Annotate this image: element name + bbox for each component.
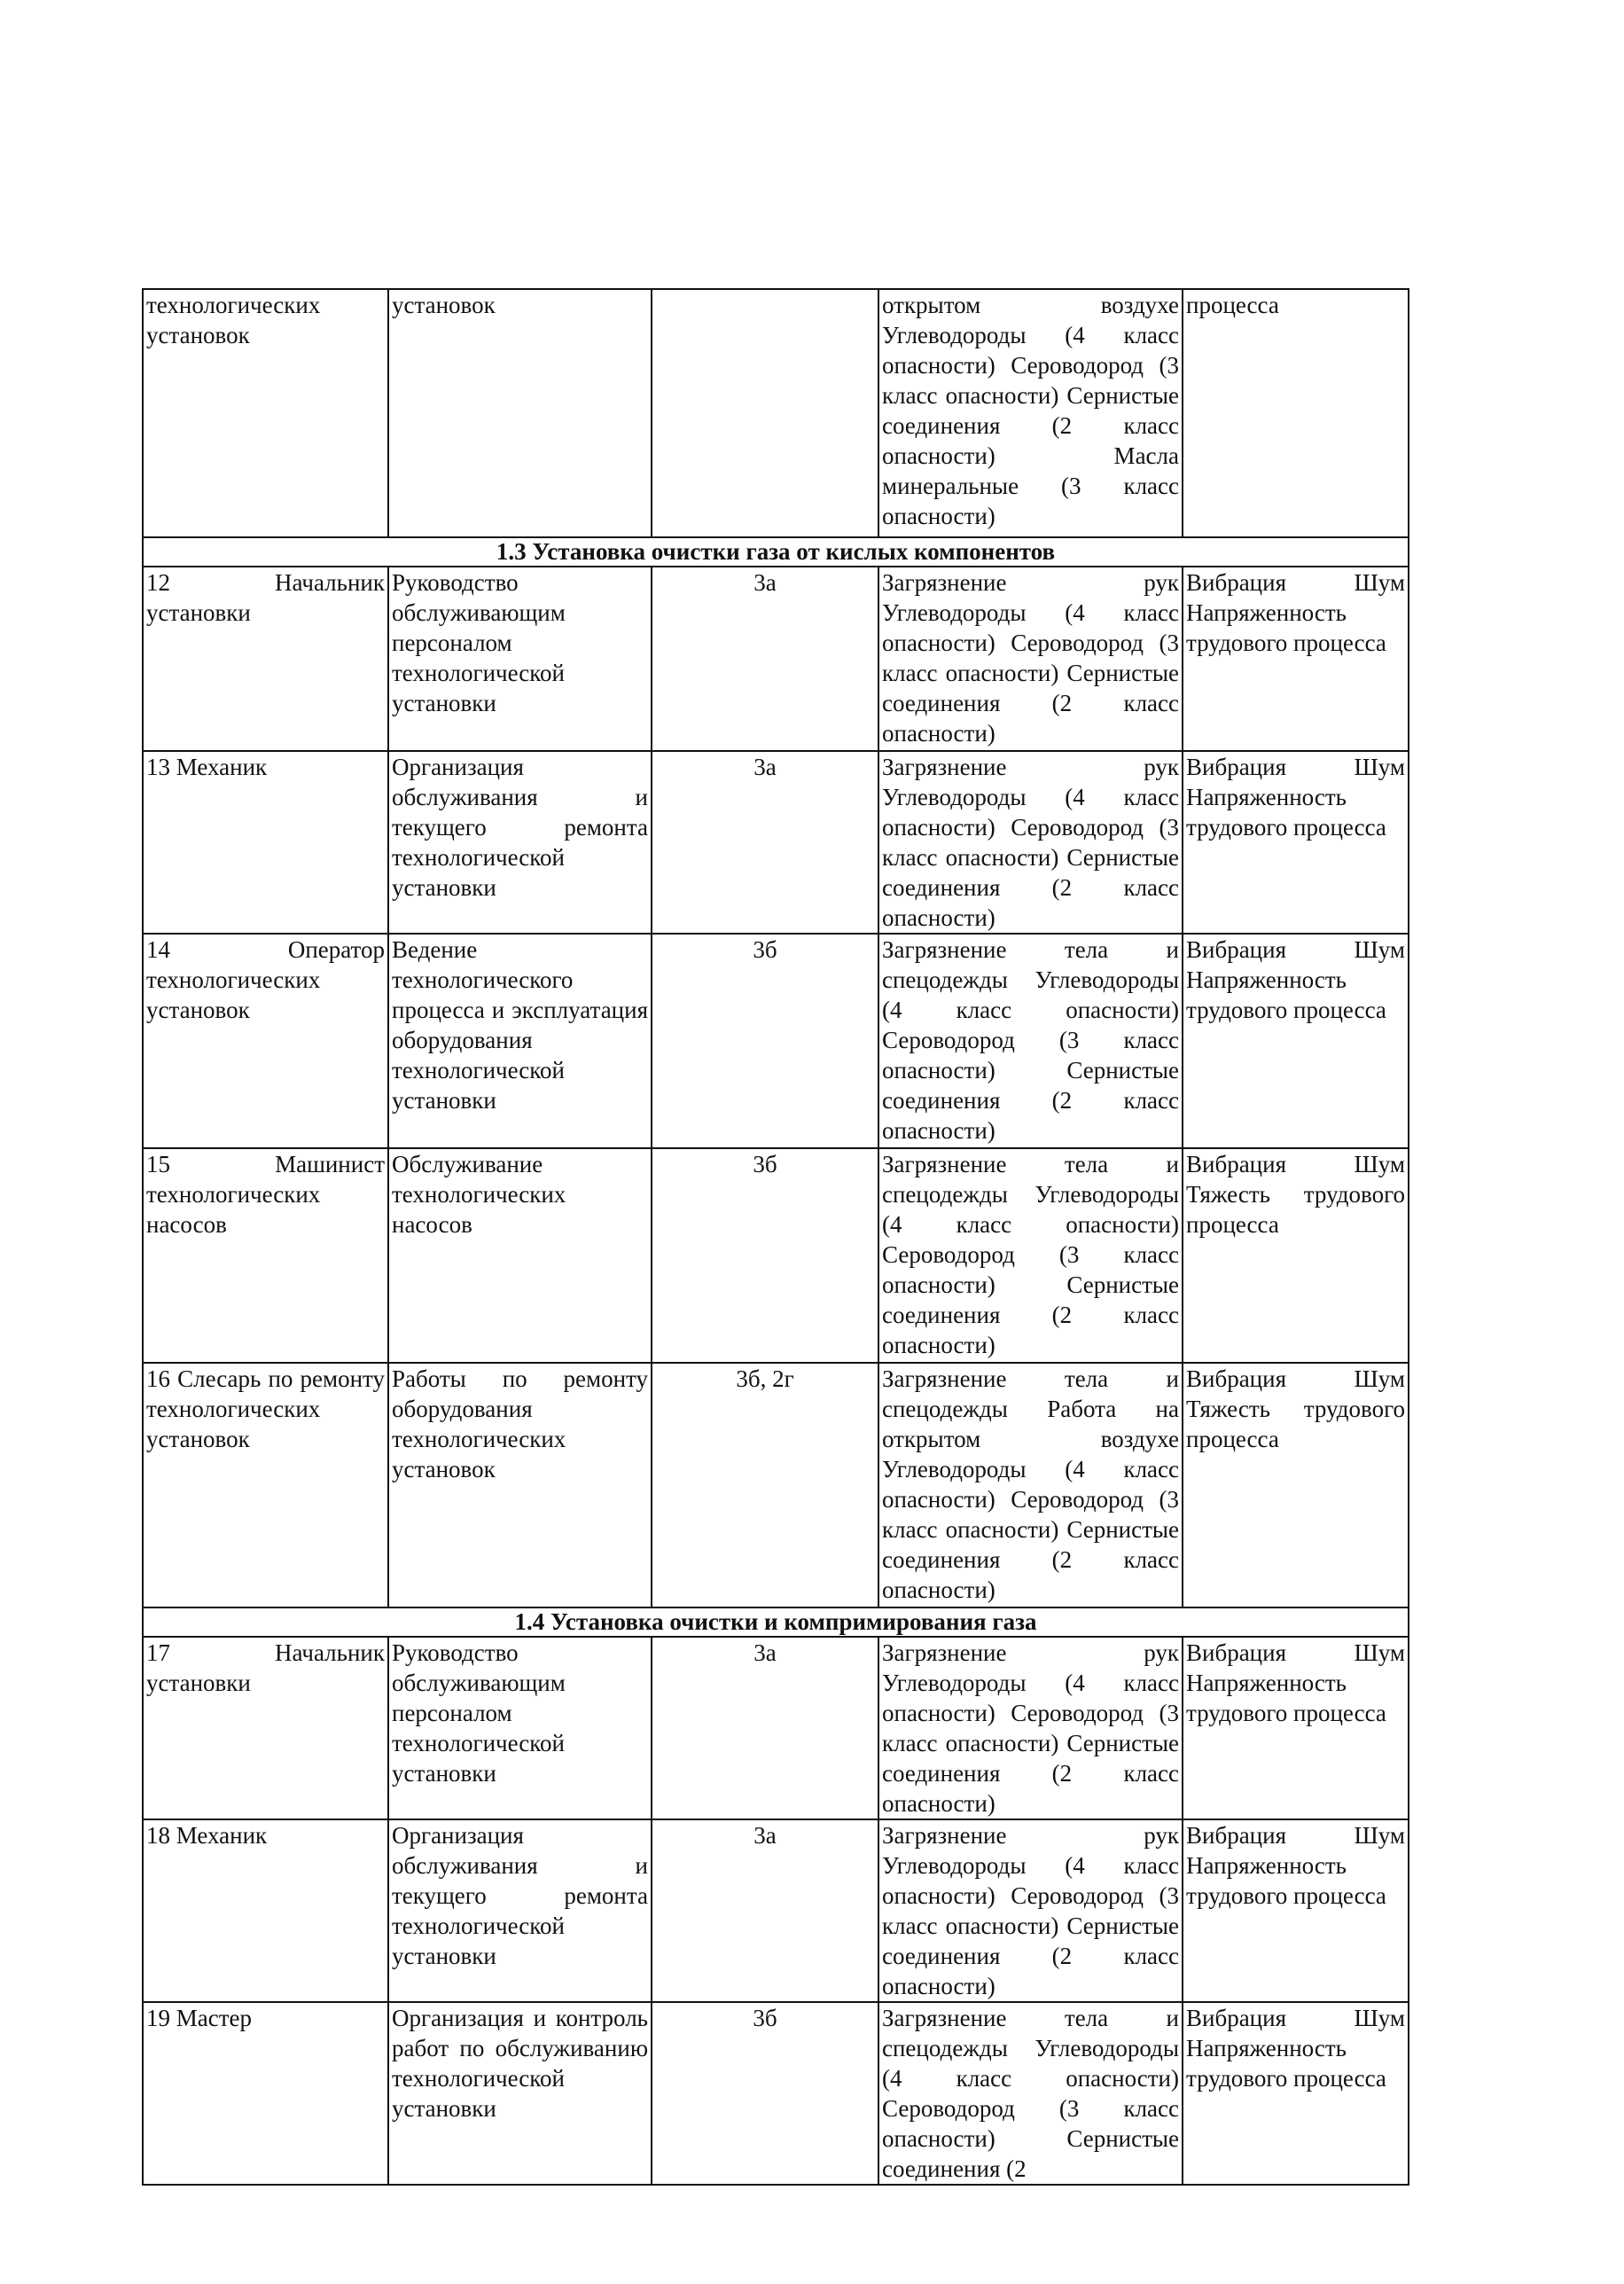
cell-work-description: Обслуживание технологических насосов — [388, 1148, 652, 1363]
cell-additional-factors: Вибрация Шум Напряженность трудового процесса — [1183, 751, 1409, 934]
cell-harmful-factors: Загрязнение рук Углеводороды (4 класс опасности) Сероводород (3 класс опасности) Сернистые соединения (2 класс опасности) — [878, 1819, 1183, 2002]
table-row — [143, 1637, 1409, 1819]
cell-hazard-class: 3б — [652, 934, 878, 1148]
cell-harmful-factors: открытом воздухе Углеводороды (4 класс опасности) Сероводород (3 класс опасности) Сернистые соединения (2 класс опасности) Масла минеральные (3 класс опасности) — [878, 289, 1183, 537]
cell-additional-factors: Вибрация Шум Напряженность трудового процесса — [1183, 2002, 1409, 2185]
cell-work-description: Работы по ремонту оборудования технологических установок — [388, 1363, 652, 1607]
cell-additional-factors: процесса — [1183, 289, 1409, 537]
table-row — [143, 1363, 1409, 1607]
cell-work-description: установок — [388, 289, 652, 537]
cell-harmful-factors: Загрязнение тела и спецодежды Углеводороды (4 класс опасности) Сероводород (3 класс опасности) Сернистые соединения (2 класс опасности) — [878, 934, 1183, 1148]
cell-harmful-factors: Загрязнение рук Углеводороды (4 класс опасности) Сероводород (3 класс опасности) Сернистые соединения (2 класс опасности) — [878, 751, 1183, 934]
cell-harmful-factors: Загрязнение рук Углеводороды (4 класс опасности) Сероводород (3 класс опасности) Сернистые соединения (2 класс опасности) — [878, 567, 1183, 751]
cell-work-description: Организация и контроль работ по обслуживанию технологической установки — [388, 2002, 652, 2185]
cell-hazard-class: 3а — [652, 751, 878, 934]
cell-position: 18 Механик — [143, 1819, 388, 2002]
cell-position: 13 Механик — [143, 751, 388, 934]
cell-hazard-class: 3а — [652, 1819, 878, 2002]
table-row — [143, 1148, 1409, 1363]
cell-additional-factors: Вибрация Шум Тяжесть трудового процесса — [1183, 1148, 1409, 1363]
cell-additional-factors: Вибрация Шум Напряженность трудового процесса — [1183, 934, 1409, 1148]
table-body — [143, 289, 1409, 2185]
cell-work-description: Организация обслуживания и текущего ремонта технологической установки — [388, 751, 652, 934]
cell-position: 17 Начальник установки — [143, 1637, 388, 1819]
hazard-table — [142, 288, 1409, 2186]
cell-additional-factors: Вибрация Шум Напряженность трудового процесса — [1183, 1637, 1409, 1819]
cell-work-description: Руководство обслуживающим персоналом технологической установки — [388, 1637, 652, 1819]
cell-work-description: Ведение технологического процесса и эксплуатация оборудования технологической установки — [388, 934, 652, 1148]
cell-harmful-factors: Загрязнение тела и спецодежды Углеводороды (4 класс опасности) Сероводород (3 класс опасности) Сернистые соединения (2 класс опасности) — [878, 1148, 1183, 1363]
table-row — [143, 1819, 1409, 2002]
cell-hazard-class — [652, 289, 878, 537]
cell-position: 12 Начальник установки — [143, 567, 388, 751]
cell-hazard-class: 3а — [652, 567, 878, 751]
cell-position: технологических установок — [143, 289, 388, 537]
table-row — [143, 2002, 1409, 2185]
cell-harmful-factors: Загрязнение тела и спецодежды Работа на открытом воздухе Углеводороды (4 класс опасности) Сероводород (3 класс опасности) Сернистые соединения (2 класс опасности) — [878, 1363, 1183, 1607]
cell-position: 19 Мастер — [143, 2002, 388, 2185]
cell-work-description: Организация обслуживания и текущего ремонта технологической установки — [388, 1819, 652, 2002]
cell-position: 16 Слесарь по ремонту технологических установок — [143, 1363, 388, 1607]
section-title: 1.3 Установка очистки газа от кислых компонентов — [143, 537, 1409, 567]
table-row — [143, 751, 1409, 934]
cell-hazard-class: 3б — [652, 2002, 878, 2185]
section-row — [143, 1607, 1409, 1637]
table-row — [143, 289, 1409, 537]
cell-harmful-factors: Загрязнение рук Углеводороды (4 класс опасности) Сероводород (3 класс опасности) Сернистые соединения (2 класс опасности) — [878, 1637, 1183, 1819]
table-row — [143, 567, 1409, 751]
cell-work-description: Руководство обслуживающим персоналом технологической установки — [388, 567, 652, 751]
cell-hazard-class: 3б — [652, 1148, 878, 1363]
cell-additional-factors: Вибрация Шум Тяжесть трудового процесса — [1183, 1363, 1409, 1607]
cell-additional-factors: Вибрация Шум Напряженность трудового процесса — [1183, 1819, 1409, 2002]
cell-hazard-class: 3б, 2г — [652, 1363, 878, 1607]
section-title: 1.4 Установка очистки и компримирования газа — [143, 1607, 1409, 1637]
cell-hazard-class: 3а — [652, 1637, 878, 1819]
cell-additional-factors: Вибрация Шум Напряженность трудового процесса — [1183, 567, 1409, 751]
cell-harmful-factors: Загрязнение тела и спецодежды Углеводороды (4 класс опасности) Сероводород (3 класс опасности) Сернистые соединения (2 — [878, 2002, 1183, 2185]
table-row — [143, 934, 1409, 1148]
cell-position: 15 Машинист технологических насосов — [143, 1148, 388, 1363]
cell-position: 14 Оператор технологических установок — [143, 934, 388, 1148]
section-row — [143, 537, 1409, 567]
